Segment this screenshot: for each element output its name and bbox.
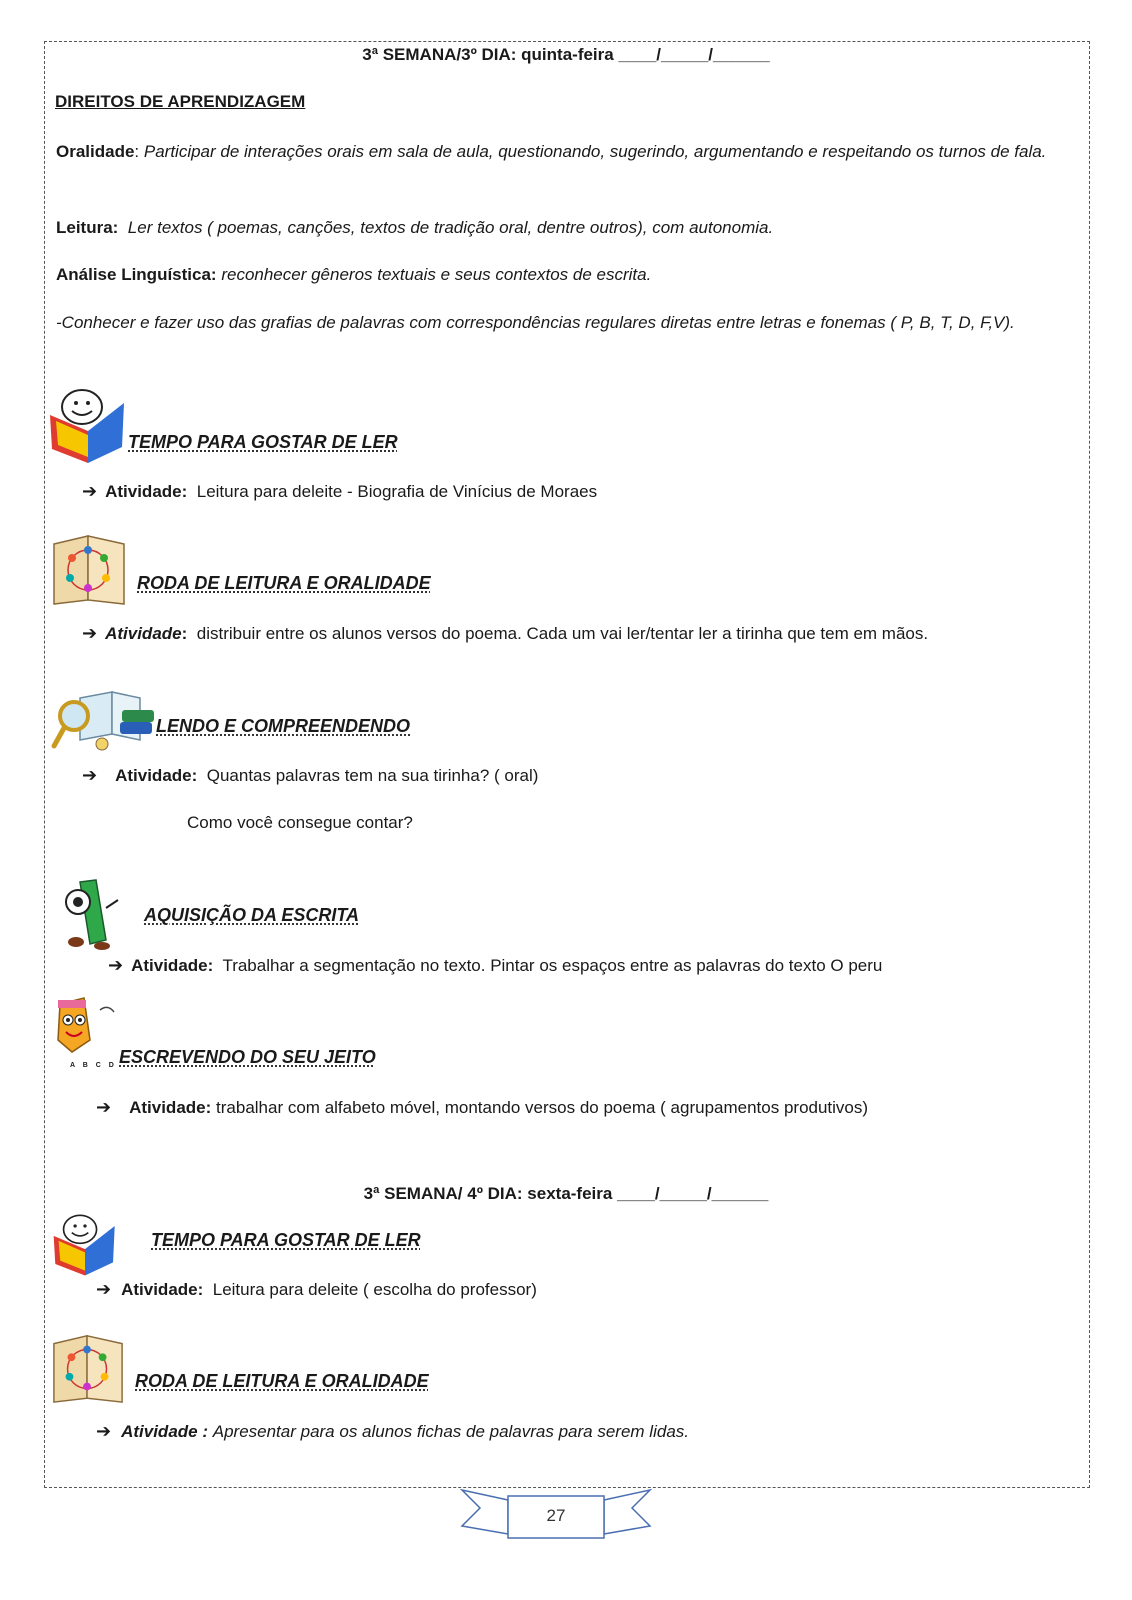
activity-text: Quantas palavras tem na sua tirinha? ( oral) — [206, 766, 539, 785]
leitura-paragraph — [56, 213, 1076, 242]
rights-title: DIREITOS DE APRENDIZAGEM — [55, 92, 306, 111]
activity-text: Trabalhar a segmentação no texto. Pintar os espaços entre as palavras do texto O peru — [222, 956, 883, 975]
arrow-right-icon: ➔ — [82, 623, 98, 643]
conhecer-paragraph: -Conhecer e fazer uso das grafias de palavras com correspondências regulares diretas entre letras e fonemas ( P, B, T, D, F,V). — [56, 313, 1015, 332]
day4-section-tempo-title: TEMPO PARA GOSTAR DE LER — [151, 1230, 421, 1250]
day4-section-roda-title: RODA DE LEITURA E ORALIDADE — [135, 1371, 429, 1391]
section-escrevendo-title: ESCREVENDO DO SEU JEITO — [119, 1047, 376, 1067]
day4-date-blank: ____/_____/______ — [617, 1184, 769, 1203]
day3-heading-line — [0, 43, 1132, 67]
activity-label: Atividade : — [121, 1422, 208, 1441]
day4-heading: 3ª SEMANA/ 4º DIA: sexta-feira — [363, 1184, 613, 1203]
pencil-character-icon — [62, 878, 120, 950]
activity-text: Leitura para deleite - Biografia de Vinícius de Moraes — [196, 482, 598, 501]
day3-heading: 3ª SEMANA/3º DIA: quinta-feira — [362, 45, 614, 64]
magnifier-books-icon — [50, 688, 156, 754]
section-lendo-activity — [82, 763, 538, 788]
oralidade-text: Participar de interações orais em sala de aula, questionando, sugerindo, argumentando e respeitando os turnos de fala. — [143, 142, 1047, 161]
page-number: 27 — [546, 1506, 566, 1525]
reading-book-icon — [52, 1208, 118, 1282]
reading-circle-book-icon — [50, 1328, 126, 1406]
section-aquisicao-activity: ➔ Atividade: Trabalhar a segmentação no texto. Pintar os espaços entre as palavras do texto O peru — [108, 955, 883, 975]
section-escrevendo-activity: ➔ Atividade: trabalhar com alfabeto móvel, montando versos do poema ( agrupamentos produtivos) — [96, 1097, 869, 1117]
activity-label: Atividade: — [121, 1280, 204, 1299]
analise-paragraph — [56, 260, 1076, 289]
oralidade-paragraph: Oralidade: Participar de interações orais em sala de aula, questionando, sugerindo, argumentando e respeitando os turnos de fala. — [56, 142, 1047, 161]
day4-heading-line — [0, 1182, 1132, 1206]
arrow-right-icon: ➔ — [82, 765, 98, 785]
arrow-right-icon: ➔ — [82, 481, 98, 501]
leitura-text: Ler textos ( poemas, canções, textos de tradição oral, dentre outros), com autonomia. — [127, 218, 774, 237]
smiling-pencil-icon — [50, 996, 122, 1060]
activity-label: Atividade: — [105, 482, 188, 501]
reading-book-icon — [48, 385, 128, 467]
activity-label: Atividade — [131, 956, 208, 975]
section-aquisicao-title: AQUISIÇÃO DA ESCRITA — [144, 905, 360, 925]
activity-label: Atividade — [105, 624, 182, 643]
day4-section-roda-activity — [96, 1419, 689, 1444]
arrow-right-icon: ➔ — [96, 1097, 112, 1117]
oralidade-label: Oralidade — [56, 142, 135, 161]
analise-label: Análise Linguística: — [56, 265, 217, 284]
activity-text: Apresentar para os alunos fichas de palavras para serem lidas. — [212, 1422, 689, 1441]
activity-label: Atividade — [129, 1098, 206, 1117]
section-lendo-extra: Como você consegue contar? — [187, 813, 413, 832]
arrow-right-icon: ➔ — [108, 955, 124, 975]
day3-date-blank: ____/_____/______ — [618, 45, 770, 64]
reading-circle-book-icon — [50, 530, 128, 606]
arrow-right-icon: ➔ — [96, 1279, 112, 1299]
section-lendo-title: LENDO E COMPREENDENDO — [156, 716, 411, 736]
section-tempo-activity — [82, 479, 597, 504]
analise-text: reconhecer gêneros textuais e seus contextos de escrita. — [221, 265, 652, 284]
activity-label: Atividade: — [115, 766, 198, 785]
section-roda-title: RODA DE LEITURA E ORALIDADE — [137, 573, 431, 593]
pencil-letters: A B C D — [70, 1062, 117, 1069]
activity-text: trabalhar com alfabeto móvel, montando versos do poema ( agrupamentos produtivos) — [216, 1098, 869, 1117]
activity-text: Leitura para deleite ( escolha do professor) — [212, 1280, 537, 1299]
section-tempo-title: TEMPO PARA GOSTAR DE LER — [128, 432, 398, 452]
section-roda-activity: ➔ Atividade: distribuir entre os alunos versos do poema. Cada um vai ler/tentar ler a tirinha que tem em mãos. — [82, 623, 929, 643]
arrow-right-icon: ➔ — [96, 1421, 112, 1441]
leitura-label: Leitura: — [56, 218, 119, 237]
activity-text: distribuir entre os alunos versos do poema. Cada um vai ler/tentar ler a tirinha que tem em mãos. — [196, 624, 929, 643]
day4-section-tempo-activity — [96, 1277, 537, 1302]
